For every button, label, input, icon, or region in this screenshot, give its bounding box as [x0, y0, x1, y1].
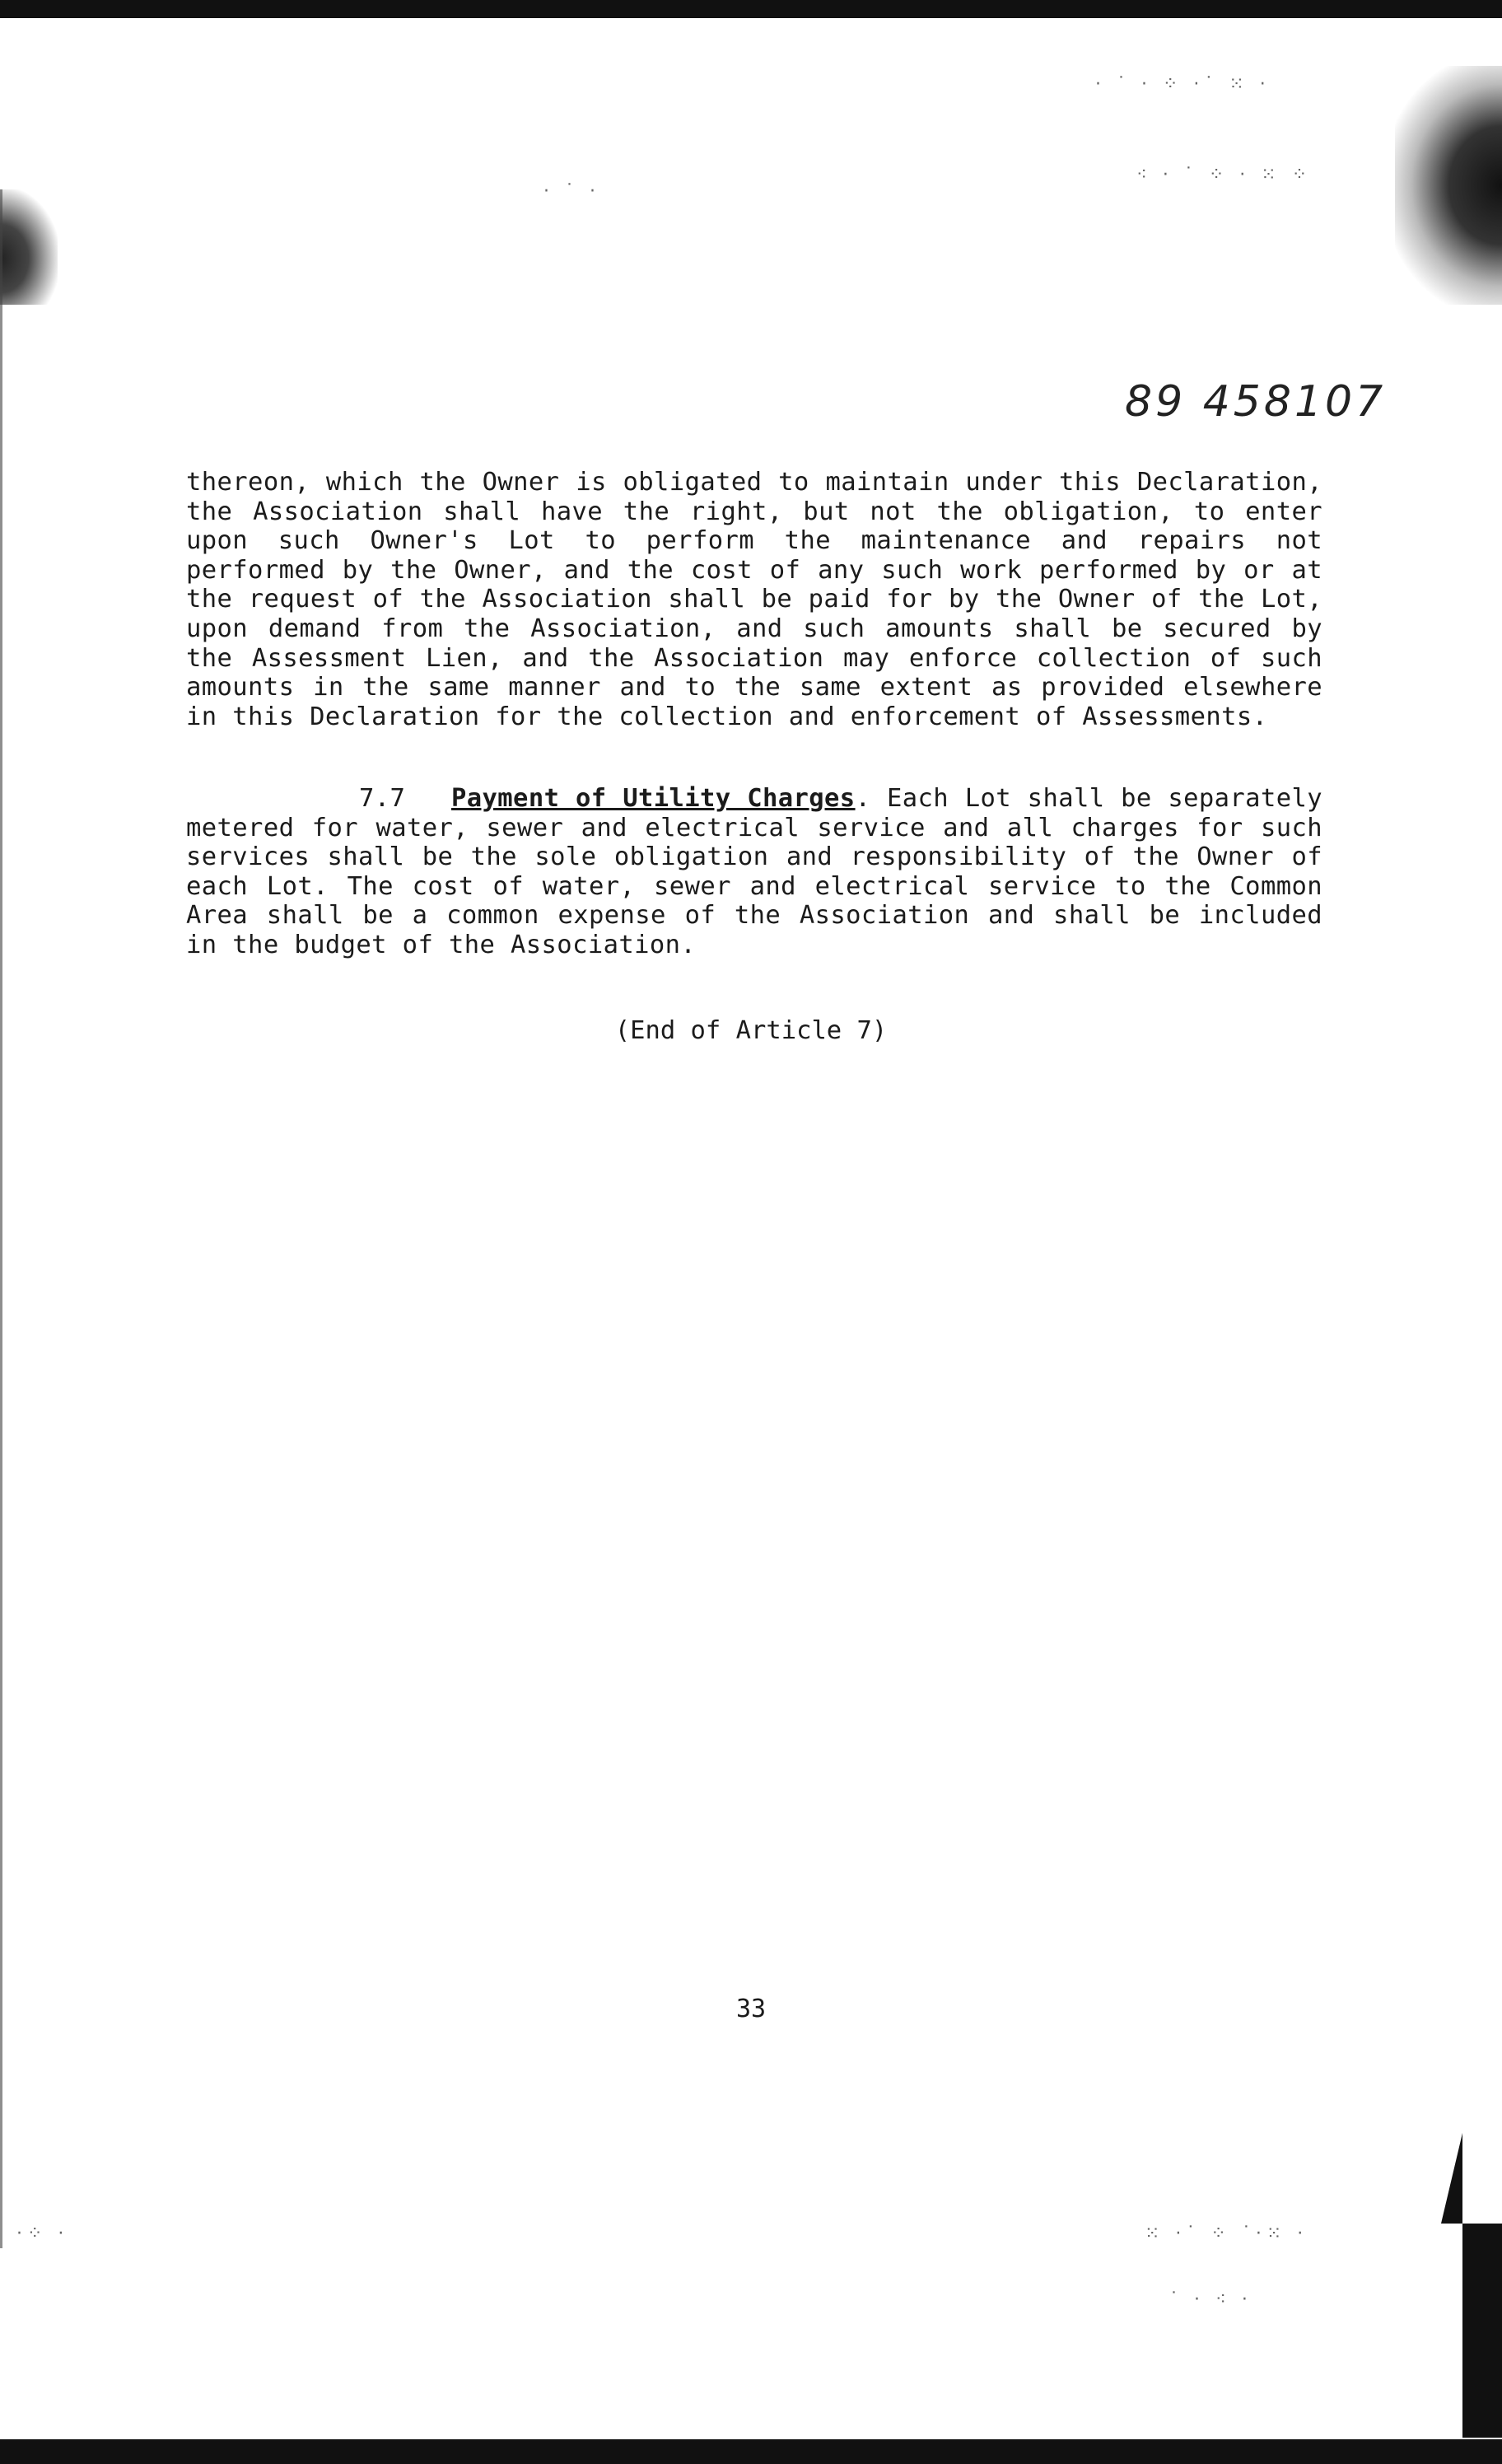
scan-speckles: ⁙ ·˙ ⁘ ˙·⁙ · — [1145, 2224, 1308, 2244]
scan-speckles: · ˙ · ⁘ ·˙ ⁙ · — [1095, 74, 1271, 95]
scan-speckles: ⁖ · ˙ ⁘ · ⁙ ⁘ — [1136, 165, 1313, 185]
scan-mark-right — [1441, 2133, 1462, 2224]
scan-smudge-top-right — [1395, 66, 1502, 305]
section-body: . Each Lot shall be separately metered for water, sewer and electrical service and all charges for such services shall be the sole obligation and responsibility of the Owner of each Lot. The cost of water, sewer and electrical service to the Common Area shall be a common expense of the Association and shall be included in the budget of the Association. — [186, 784, 1322, 959]
section-7-7-paragraph — [186, 784, 1322, 960]
scan-speckles: · ˙ · — [543, 181, 600, 202]
document-number: 89 458107 — [1125, 377, 1387, 427]
scan-edge-bottom-right — [1462, 2224, 1502, 2438]
scan-speckles: ·⁘ · — [16, 2224, 69, 2244]
section-heading: Payment of Utility Charges — [451, 784, 856, 813]
scan-smudge-left — [0, 189, 58, 305]
scan-edge-left — [0, 189, 7, 2248]
end-of-article-note: (End of Article 7) — [614, 1016, 888, 1045]
page-number: 33 — [735, 1995, 767, 2023]
scan-border-bottom — [0, 2439, 1502, 2464]
scan-border-top — [0, 0, 1502, 18]
paragraph-continuation: thereon, which the Owner is obligated to maintain under this Declaration, the Association shall have the right, but not the obligation, to enter upon such Owner's Lot to perform the maintenance and repairs not performed by the Owner, and the cost of any such work performed by or at the request of the Association shall be paid for by the Owner of the Lot, upon demand from the Association, and such amounts shall be secured by the Assessment Lien, and the Association may enforce collection of such amounts in the same manner and to the same extent as provided elsewhere in this Declaration for the collection and enforcement of Assessments. — [186, 468, 1322, 731]
scan-speckles: ˙ · ⁖ · — [1169, 2289, 1252, 2310]
section-number: 7.7 — [359, 784, 406, 813]
